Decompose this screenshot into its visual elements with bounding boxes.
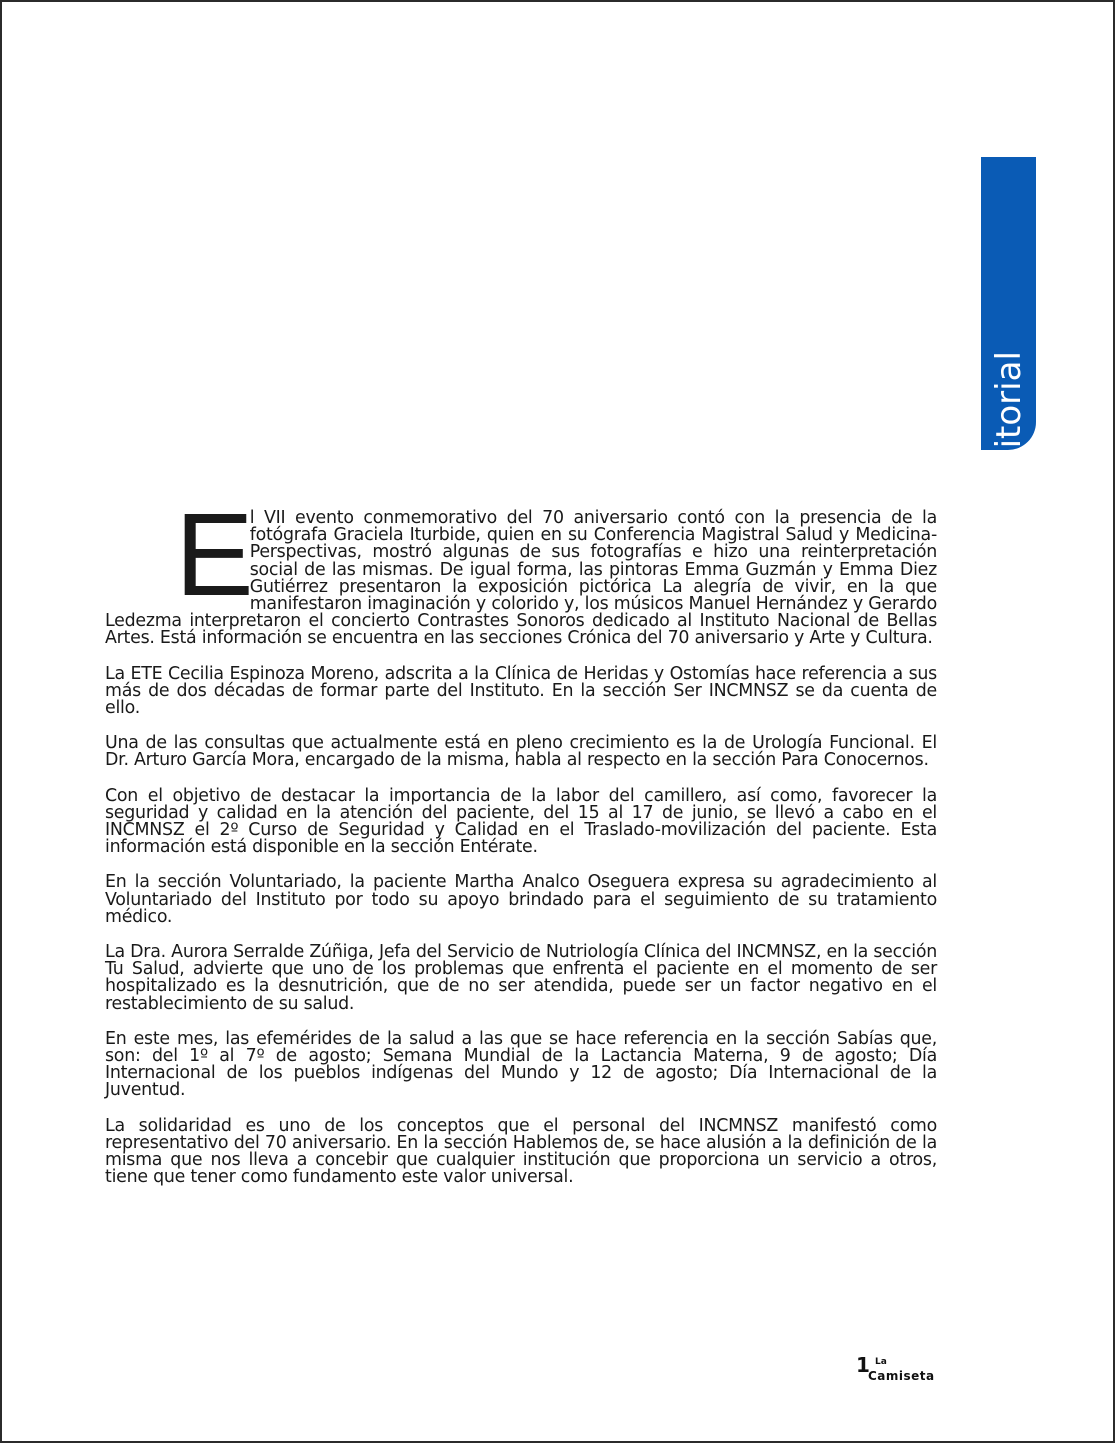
paragraph-3: Una de las consultas que actualmente está en pleno crecimiento es la de Urología Funcional. El Dr. Arturo García Mora, encargado de la misma, habla al respecto en la sección Para Conocernos.: [105, 733, 937, 771]
publication-name-line2: Camiseta: [868, 1369, 935, 1383]
paragraph-1-text: l VII evento conmemorativo del 70 aniversario contó con la presencia de la fotógrafa Graciela Iturbide, quien en su Conferencia Magistral Salud y Medicina-Perspectivas, mostró algunas de sus fotografías e hizo una reinterpretación social de las mismas. De igual forma, las pintoras Emma Guzmán y Emma Diez Gutiérrez presentaron la exposición pictórica La alegría de vivir, en la que manifestaron imaginación y colorido y, los músicos Manuel Hernández y Gerardo Ledezma interpretaron el concierto Contrastes Sonoros dedicado al Instituto Nacional de Bellas Artes. Está información se encuentra en las secciones Crónica del 70 aniversario y Arte y Cultura.: [105, 508, 937, 649]
paragraph-5: En la sección Voluntariado, la paciente Martha Analco Oseguera expresa su agradecimiento al Voluntariado del Instituto por todo su apoyo brindado para el seguimiento de su tratamiento médico.: [105, 872, 937, 927]
paragraph-2: La ETE Cecilia Espinoza Moreno, adscrita a la Clínica de Heridas y Ostomías hace referencia a sus más de dos décadas de formar parte del Instituto. En la sección Ser INCMNSZ se da cuenta de ello.: [105, 663, 937, 719]
section-tab-label-wrap: [988, 350, 1043, 491]
publication-name-line1: La: [875, 1357, 887, 1367]
editorial-article: [105, 438, 937, 1205]
drop-cap: E: [175, 489, 248, 621]
paragraph-1: [105, 438, 937, 648]
section-tab-label: editorial: [988, 350, 1029, 491]
page-number: 1: [856, 1353, 870, 1377]
paragraph-6: La Dra. Aurora Serralde Zúñiga, Jefa del Servicio de Nutriología Clínica del INCMNSZ, en la sección Tu Salud, advierte que uno de los problemas que enfrenta el paciente en el momento de ser hospitalizado es la desnutrición, que de no ser atendida, puede ser un factor negativo en el restablecimiento de su salud.: [105, 942, 937, 1014]
paragraph-4: Con el objetivo de destacar la importancia de la labor del camillero, así como, favorecer la seguridad y calidad en la atención del paciente, del 15 al 17 de junio, se llevó a cabo en el INCMNSZ el 2º Curso de Seguridad y Calidad en el Traslado-movilización del paciente. Esta información está disponible en la sección Entérate.: [105, 785, 937, 858]
paragraph-8: La solidaridad es uno de los conceptos que el personal del INCMNSZ manifestó como representativo del 70 aniversario. En la sección Hablemos de, se hace alusión a la definición de la misma que nos lleva a concebir que cualquier institución que proporciona un servicio a otros, tiene que tener como fundamento este valor universal.: [105, 1115, 937, 1188]
page-folio: [856, 1353, 936, 1383]
paragraph-7: En este mes, las efemérides de la salud a las que se hace referencia en la sección Sabías que, son: del 1º al 7º de agosto; Semana Mundial de la Lactancia Materna, 9 de agosto; Día Internacional de los pueblos indígenas del Mundo y 12 de agosto; Día Internacional de la Juventud.: [105, 1028, 937, 1101]
section-tab-editorial: [981, 157, 1036, 491]
